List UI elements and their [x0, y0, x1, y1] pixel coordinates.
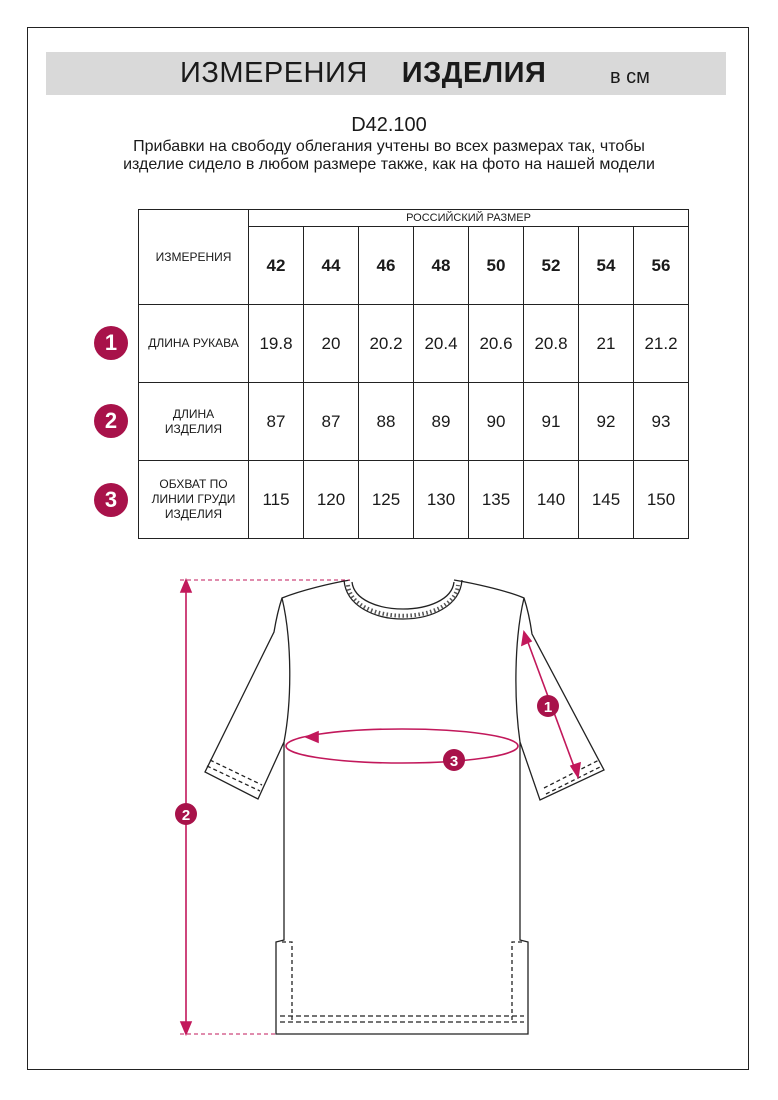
marker-length-label: 2	[181, 807, 191, 824]
diagram-markers	[175, 695, 559, 825]
value-cell: 20.8	[524, 305, 579, 383]
right-armhole-seam	[516, 598, 524, 742]
header-title-bold: ИЗДЕЛИЯ	[401, 57, 547, 89]
size-cell: 46	[359, 227, 414, 305]
row-label-chest-girth: ОБХВАТ ПО ЛИНИИ ГРУДИ ИЗДЕЛИЯ	[139, 461, 249, 539]
row-badge-3: 3	[94, 483, 128, 517]
length-arrow-top	[181, 580, 191, 592]
size-group-header: РОССИЙСКИЙ РАЗМЕР	[249, 210, 689, 227]
measure-header: ИЗМЕРЕНИЯ	[139, 210, 249, 305]
marker-chest-label: 3	[449, 753, 459, 770]
value-cell: 135	[469, 461, 524, 539]
chest-arrow	[306, 732, 318, 742]
length-arrow-bottom	[181, 1022, 191, 1034]
size-cell: 56	[634, 227, 689, 305]
value-cell: 150	[634, 461, 689, 539]
left-armhole-seam	[282, 598, 290, 742]
right-slit-stitch	[512, 942, 522, 1020]
left-sleeve-hem-stitch-2	[207, 766, 260, 791]
value-cell: 87	[304, 383, 359, 461]
neckline-outer	[344, 580, 462, 619]
size-cell: 52	[524, 227, 579, 305]
fit-note: Прибавки на свободу облегания учтены во всех размерах так, чтобы изделие сидело в любом размере также, как на фото на нашей модели	[123, 138, 655, 173]
sleeve-arrow-bottom	[571, 763, 580, 777]
row-badge-1: 1	[94, 326, 128, 360]
value-cell: 21.2	[634, 305, 689, 383]
value-cell: 20.6	[469, 305, 524, 383]
sleeve-arrow-top	[522, 632, 531, 645]
row-label-sleeve-length: ДЛИНА РУКАВА	[139, 305, 249, 383]
value-cell: 19.8	[249, 305, 304, 383]
value-cell: 20.4	[414, 305, 469, 383]
value-cell: 92	[579, 383, 634, 461]
size-cell: 48	[414, 227, 469, 305]
marker-sleeve-label: 1	[543, 699, 553, 716]
value-cell: 140	[524, 461, 579, 539]
value-cell: 88	[359, 383, 414, 461]
value-cell: 93	[634, 383, 689, 461]
value-cell: 90	[469, 383, 524, 461]
size-cell: 50	[469, 227, 524, 305]
left-sleeve-hem-stitch	[210, 760, 262, 785]
tshirt-outline	[205, 580, 604, 1034]
neckline-inner	[352, 582, 454, 609]
header-unit: в см	[610, 66, 650, 88]
value-cell: 125	[359, 461, 414, 539]
chest-girth-ellipse	[286, 729, 518, 763]
value-cell: 20.2	[359, 305, 414, 383]
row-badge-2: 2	[94, 404, 128, 438]
size-cell: 54	[579, 227, 634, 305]
value-cell: 89	[414, 383, 469, 461]
value-cell: 130	[414, 461, 469, 539]
value-cell: 91	[524, 383, 579, 461]
size-cell: 42	[249, 227, 304, 305]
header-title-light: ИЗМЕРЕНИЯ	[180, 57, 368, 89]
product-code: D42.100	[351, 114, 427, 136]
value-cell: 21	[579, 305, 634, 383]
value-cell: 120	[304, 461, 359, 539]
right-sleeve-hem-stitch	[544, 760, 599, 788]
left-slit-stitch	[282, 942, 292, 1020]
value-cell: 115	[249, 461, 304, 539]
value-cell: 87	[249, 383, 304, 461]
value-cell: 20	[304, 305, 359, 383]
size-cell: 44	[304, 227, 359, 305]
row-label-garment-length: ДЛИНА ИЗДЕЛИЯ	[139, 383, 249, 461]
value-cell: 145	[579, 461, 634, 539]
